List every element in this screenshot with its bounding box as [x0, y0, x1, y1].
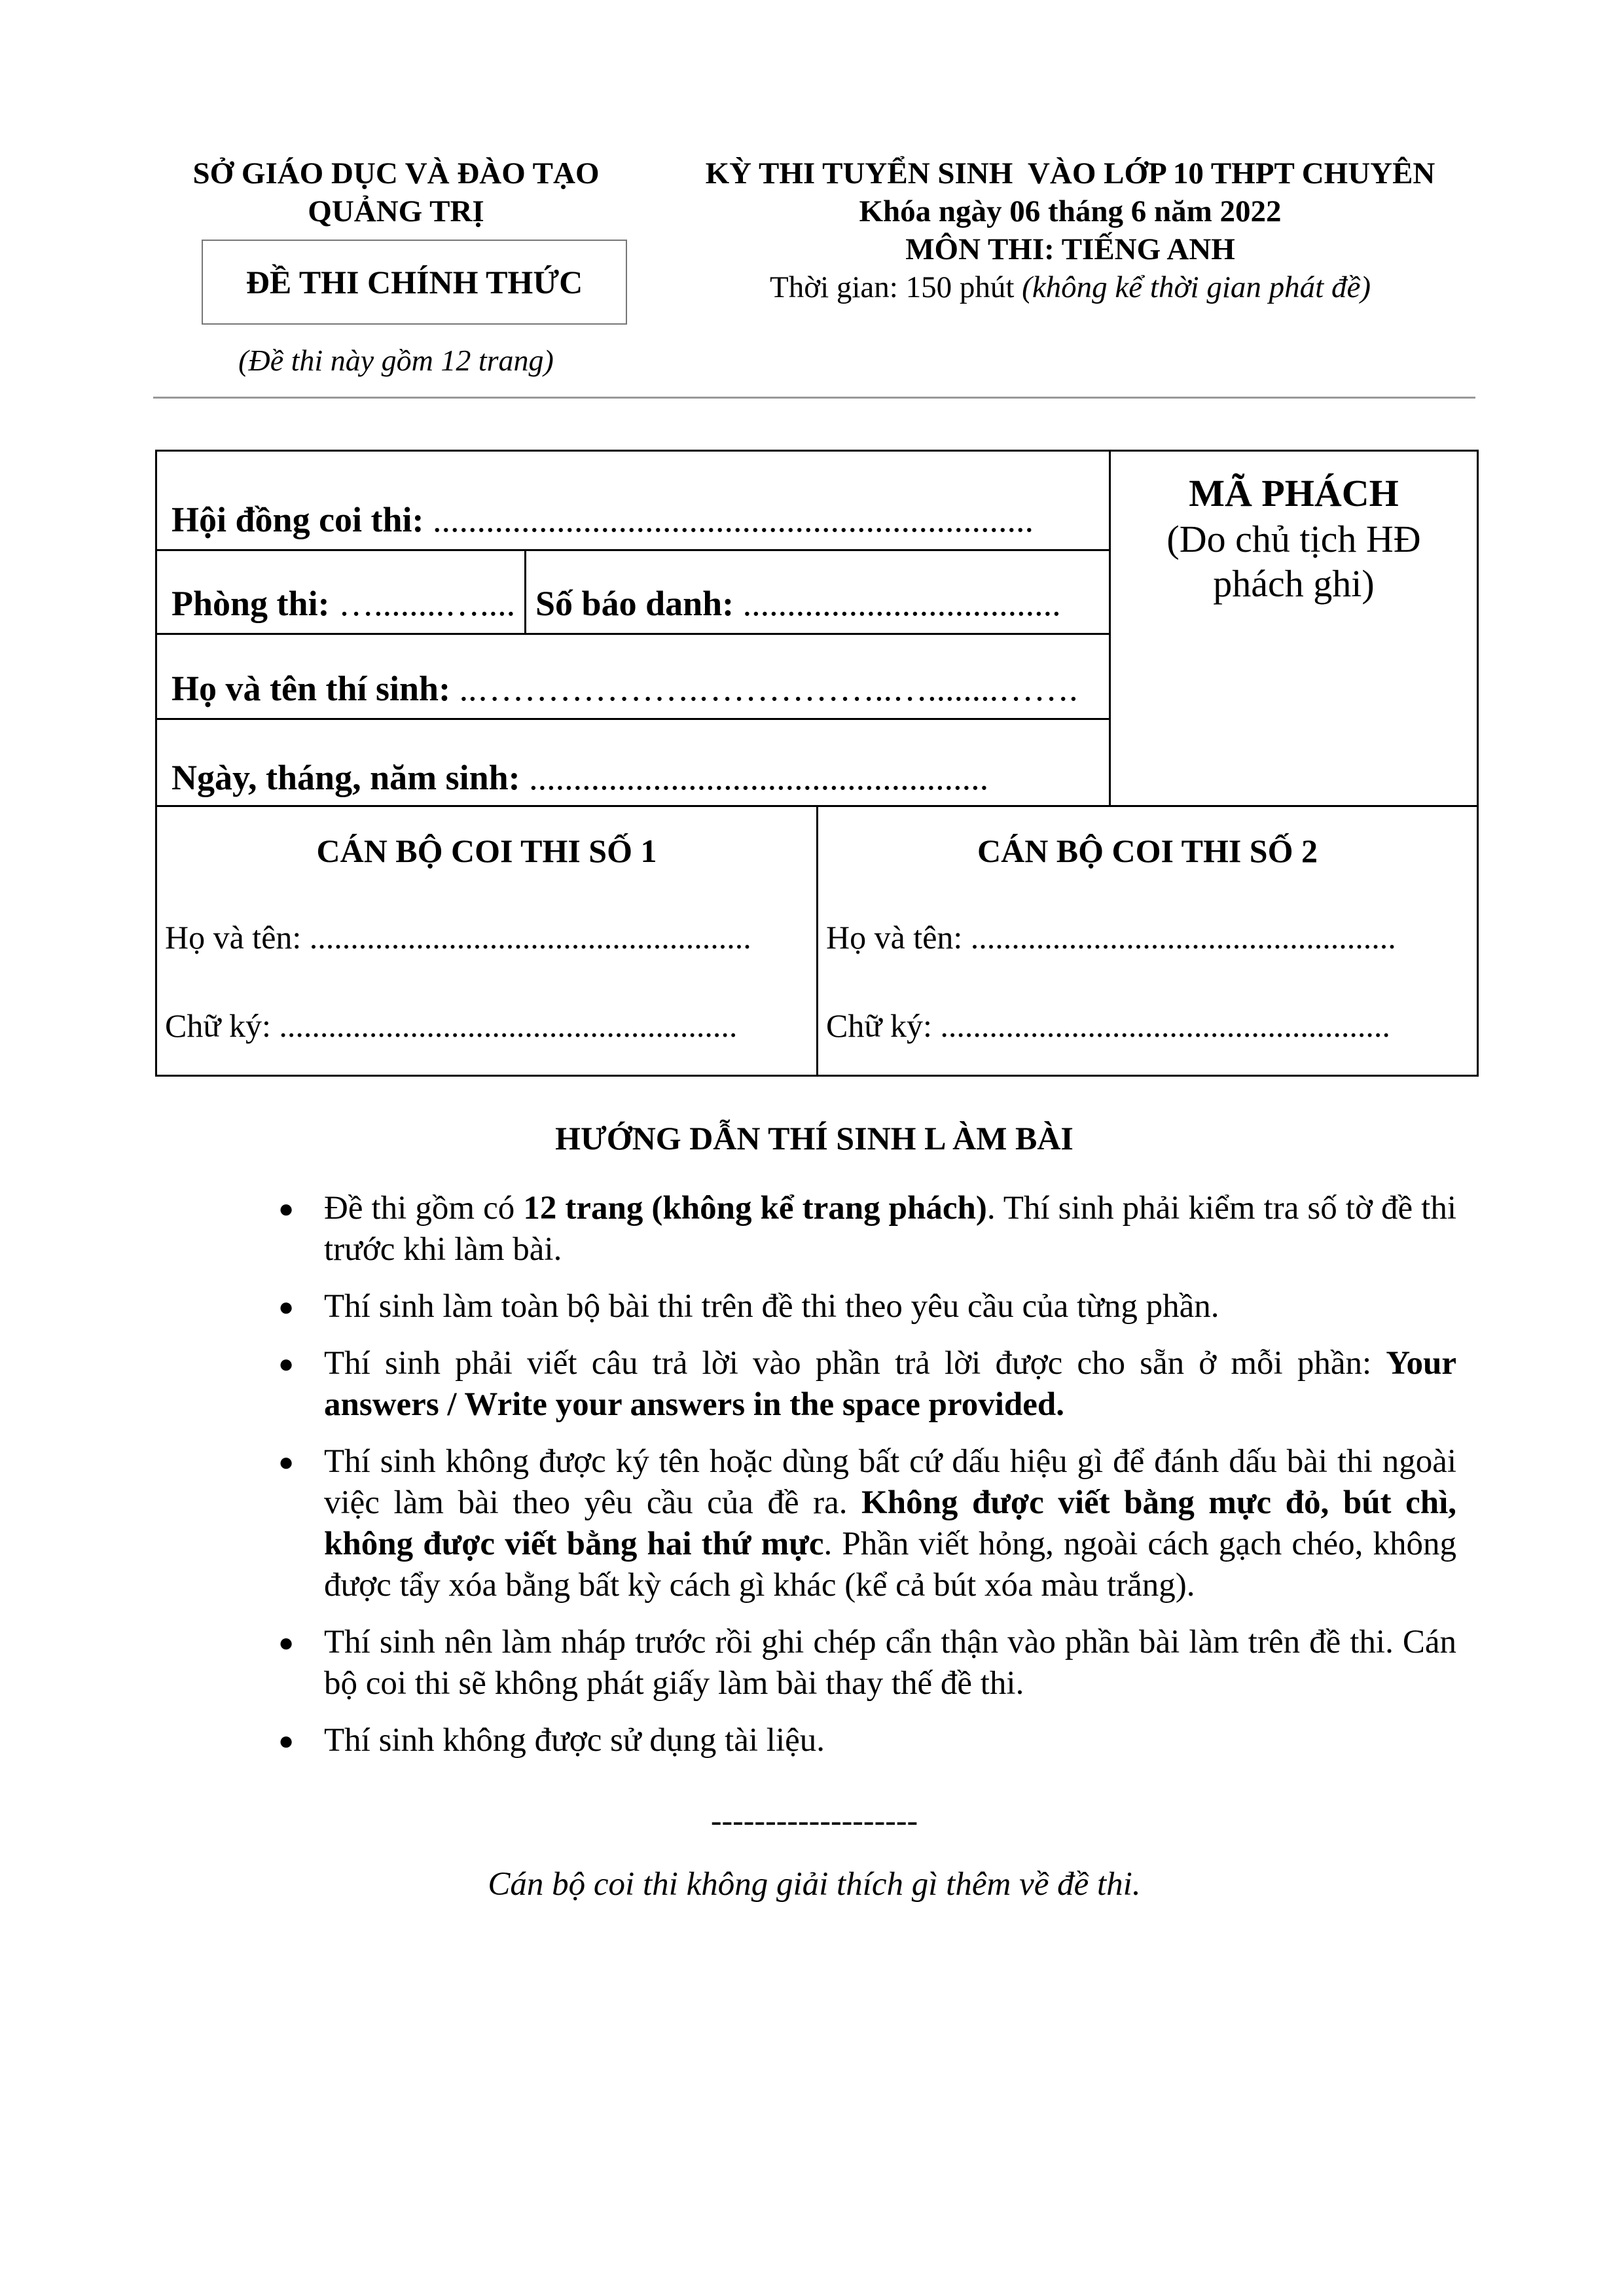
- header-right: [648, 154, 1492, 306]
- dob-dots: ....................................................: [529, 758, 989, 797]
- bullet-icon: ●: [278, 1194, 295, 1223]
- bullet-icon: ●: [278, 1292, 295, 1321]
- candidate-name-label: Họ và tên thí sinh:: [171, 669, 460, 708]
- instructions-title: HƯỚNG DẪN THÍ SINH L ÀM BÀI: [555, 1120, 1074, 1157]
- exam-date: Khóa ngày 06 tháng 6 năm 2022: [859, 194, 1282, 228]
- ma-phach-cell: [1111, 450, 1479, 807]
- bullet-icon: ●: [278, 1447, 295, 1477]
- exam-time-note: (không kể thời gian phát đề): [1022, 270, 1371, 304]
- ma-phach-note-1: (Do chủ tịch HĐ: [1166, 518, 1421, 560]
- sbd-cell: [526, 551, 1111, 635]
- header-left: [131, 154, 661, 230]
- department-name: SỞ GIÁO DỤC VÀ ĐÀO TẠO: [192, 156, 600, 190]
- list-item: [278, 1343, 1456, 1426]
- supervisor-2-name[interactable]: Họ và tên: ....................................................: [826, 919, 1396, 956]
- instruction-text: . Thí sinh phải kiểm tra số tờ đề thi trước khi làm bài.: [324, 1190, 1456, 1268]
- room-field[interactable]: [171, 583, 519, 624]
- candidate-name-dots: ..……………….……………..…........…….: [459, 669, 1078, 708]
- instruction-text: Thí sinh nên làm nháp trước rồi ghi chép cẩn thận vào phần bài làm trên đề thi. Cán bộ coi thi sẽ không phát giấy làm bài thay thế đề thi.: [324, 1624, 1456, 1702]
- instruction-bold: Không được viết bằng mực đỏ, bút chì, không được viết bằng hai thứ mực: [324, 1484, 1456, 1562]
- supervisor-1-signature[interactable]: Chữ ký: ........................................................: [165, 1007, 738, 1044]
- instruction-text: . Phần viết hỏng, ngoài cách gạch chéo, không được tẩy xóa bằng bất kỳ cách gì khác (kể cả bút xóa màu trắng).: [324, 1526, 1456, 1604]
- instruction-text: Thí sinh không được sử dụng tài liệu.: [324, 1722, 825, 1759]
- ma-phach-title: MÃ PHÁCH: [1189, 472, 1399, 514]
- end-divider: -------------------: [710, 1802, 918, 1839]
- province-name: QUẢNG TRỊ: [308, 194, 484, 228]
- bullet-icon: ●: [278, 1726, 295, 1755]
- candidate-name-field[interactable]: [171, 668, 1104, 709]
- sbd-dots: ....................................: [742, 584, 1061, 623]
- candidate-name-cell: [155, 635, 1111, 720]
- header-divider: [153, 397, 1475, 399]
- exam-title: KỲ THI TUYỂN SINH VÀO LỚP 10 THPT CHUYÊN: [705, 156, 1435, 190]
- sbd-label: Số báo danh:: [535, 584, 743, 623]
- exam-time: [648, 268, 1492, 306]
- instruction-text: Đề thi gồm có: [324, 1190, 524, 1227]
- supervisor-2-cell: [818, 805, 1479, 1077]
- council-label: Hội đồng coi thi:: [171, 500, 433, 539]
- dob-cell: [155, 720, 1111, 807]
- supervisor-1-cell: [155, 805, 818, 1077]
- council-dots: ....................................................................: [433, 500, 1034, 539]
- supervisor-2-title: CÁN BỘ COI THI SỐ 2: [977, 833, 1318, 869]
- sbd-field[interactable]: [535, 583, 1104, 624]
- instruction-bold: Your answers / Write your answers in the space provided.: [324, 1345, 1456, 1423]
- bullet-icon: ●: [278, 1349, 295, 1378]
- council-cell: [155, 450, 1111, 551]
- dob-label: Ngày, tháng, năm sinh:: [171, 758, 530, 797]
- exam-time-label: Thời gian: 150 phút: [770, 270, 1022, 304]
- instruction-bold: 12 trang (không kể trang phách): [523, 1190, 987, 1227]
- closing-note: Cán bộ coi thi không giải thích gì thêm về đề thi.: [488, 1866, 1141, 1903]
- instruction-text: Thí sinh làm toàn bộ bài thi trên đề thi theo yêu cầu của từng phần.: [324, 1288, 1219, 1325]
- instruction-text: Thí sinh không được ký tên hoặc dùng bất cứ dấu hiệu gì để đánh dấu bài thi ngoài việc làm bài theo yêu cầu của đề ra.: [324, 1443, 1456, 1521]
- bullet-icon: ●: [278, 1628, 295, 1657]
- list-item: [278, 1286, 1456, 1327]
- list-item: [278, 1188, 1456, 1270]
- dob-field[interactable]: [171, 757, 1104, 798]
- instructions-list: [278, 1188, 1456, 1777]
- list-item: [278, 1622, 1456, 1704]
- supervisor-1-title: CÁN BỘ COI THI SỐ 1: [316, 833, 657, 869]
- room-cell: [155, 551, 526, 635]
- list-item: [278, 1441, 1456, 1606]
- official-exam-label: ĐỀ THI CHÍNH THỨC: [245, 264, 583, 300]
- room-dots: …........…....: [338, 584, 516, 623]
- exam-subject: MÔN THI: TIẾNG ANH: [905, 232, 1235, 266]
- room-label: Phòng thi:: [171, 584, 339, 623]
- instruction-text: Thí sinh phải viết câu trả lời vào phần trả lời được cho sẵn ở mỗi phần:: [324, 1345, 1386, 1382]
- ma-phach-note-2: phách ghi): [1213, 562, 1375, 605]
- supervisor-1-name[interactable]: Họ và tên: ......................................................: [165, 919, 751, 956]
- list-item: [278, 1720, 1456, 1761]
- council-field[interactable]: [171, 499, 1104, 540]
- pages-note: (Đề thi này gồm 12 trang): [238, 344, 554, 377]
- official-exam-box: [202, 240, 627, 325]
- supervisor-2-signature[interactable]: Chữ ký: .......................................................: [826, 1007, 1390, 1044]
